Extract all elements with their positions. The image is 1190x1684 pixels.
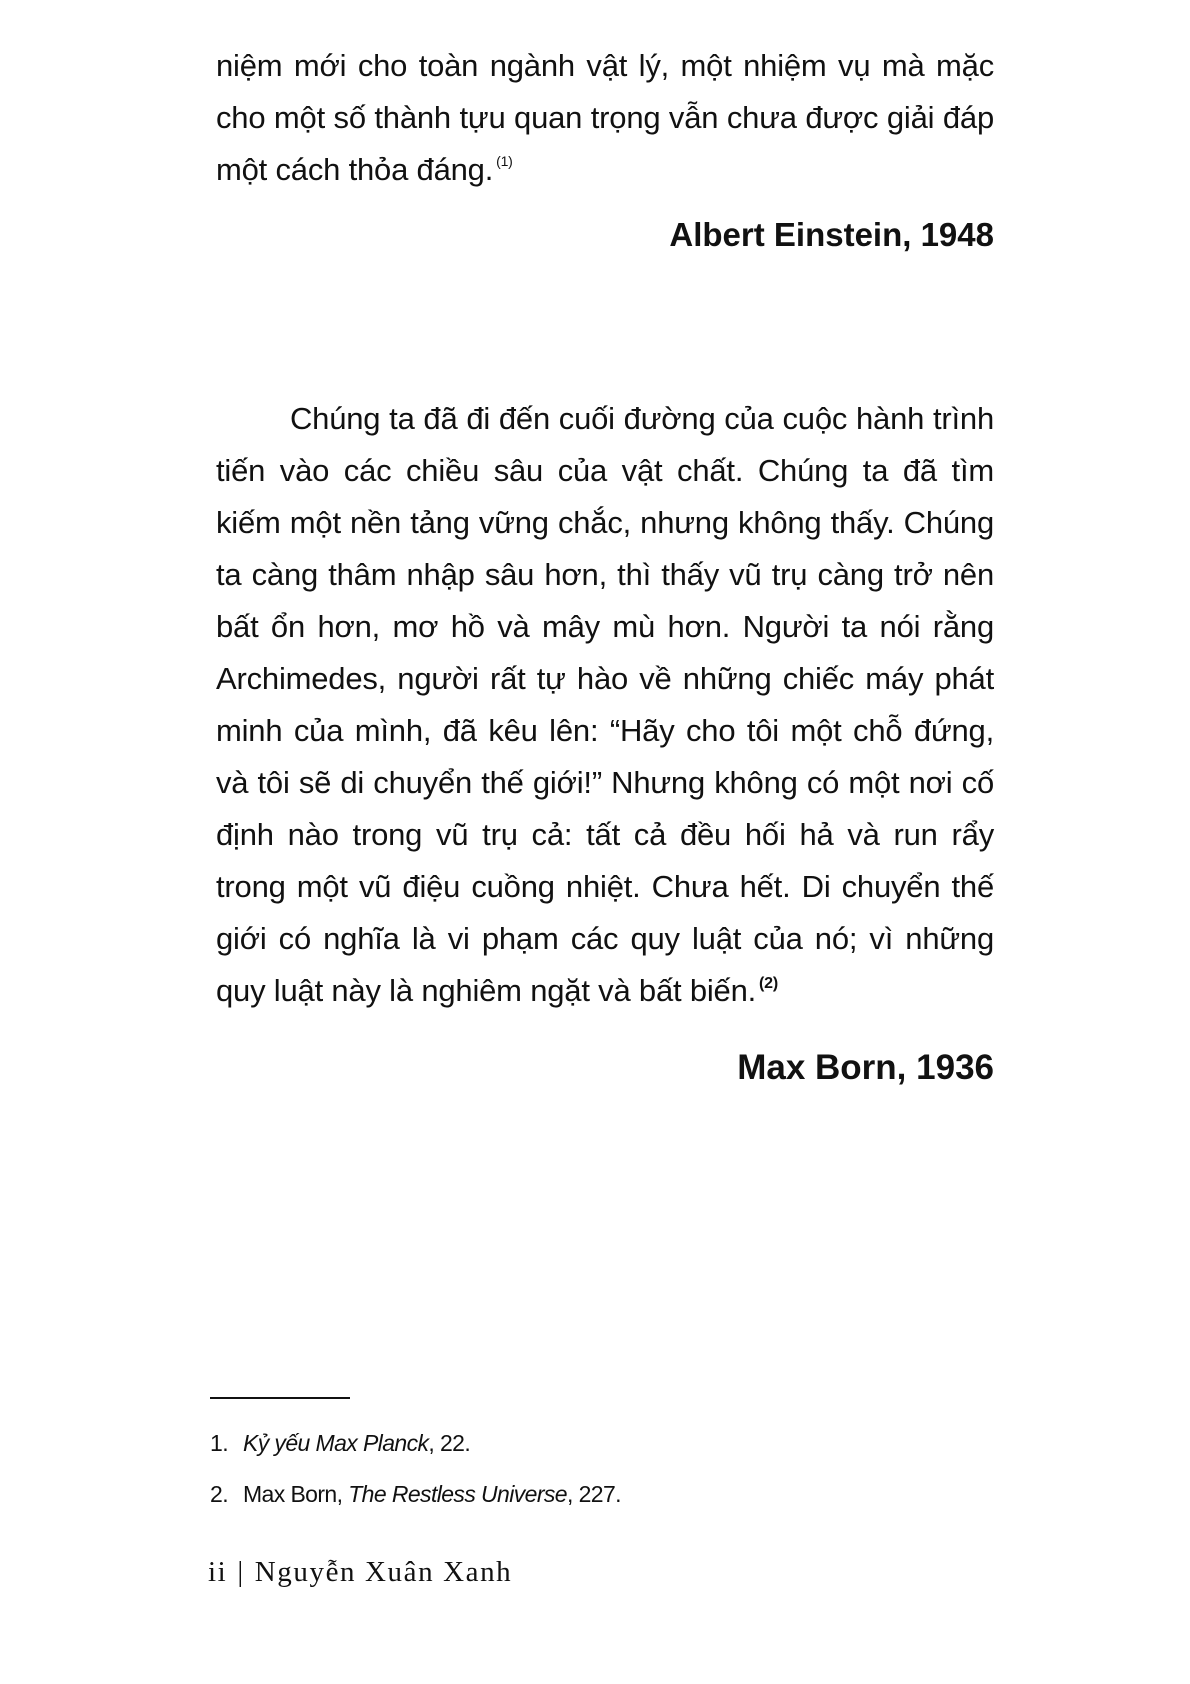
footnote-title: The Restless Universe [348,1481,567,1507]
footnote-marker-2: (2) [759,975,779,992]
footnote-rest: , 227. [566,1481,621,1507]
born-quote-paragraph [216,393,994,1017]
footnotes [210,1418,621,1520]
footnote-title: Kỷ yếu Max Planck [243,1430,429,1456]
page-footer [208,1556,512,1589]
footnote-number: 2. [210,1481,228,1507]
footnote-marker-1: (1) [496,153,513,169]
footnote-divider [210,1397,350,1399]
born-attribution: Max Born, 1936 [737,1048,994,1087]
einstein-attribution: Albert Einstein, 1948 [669,216,994,253]
einstein-quote-paragraph [216,40,994,196]
footnote-author: Max Born, [243,1481,349,1507]
born-quote [216,393,994,1017]
page-number: ii [208,1556,228,1588]
footer-author: Nguyễn Xuân Xanh [254,1556,513,1588]
einstein-quote [216,40,994,196]
einstein-quote-text: niệm mới cho toàn ngành vật lý, một nhiệm vụ mà mặc cho một số thành tựu quan trọng vẫn chưa được giải đáp một cách thỏa đáng. [216,48,994,187]
footnote-number: 1. [210,1430,228,1456]
footer-separator: | [237,1556,245,1588]
footnote-1 [210,1418,621,1469]
footnote-rest: , 22. [428,1430,471,1456]
footnote-2 [210,1469,621,1520]
born-quote-text: Chúng ta đã đi đến cuối đường của cuộc hành trình tiến vào các chiều sâu của vật chất. Chúng ta đã tìm kiếm một nền tảng vững chắc, nhưng không thấy. Chúng ta càng thâm nhập sâu hơn, thì thấy vũ trụ càng trở nên bất ổn hơn, mơ hồ và mây mù hơn. Người ta nói rằng Archimedes, người rất tự hào về những chiếc máy phát minh của mình, đã kêu lên: “Hãy cho tôi một chỗ đứng, và tôi sẽ di chuyển thế giới!” Nhưng không có một nơi cố định nào trong vũ trụ cả: tất cả đều hối hả và run rẩy trong một vũ điệu cuồng nhiệt. Chưa hết. Di chuyển thế giới có nghĩa là vi phạm các quy luật của nó; vì những quy luật này là nghiêm ngặt và bất biến. [216,401,994,1008]
